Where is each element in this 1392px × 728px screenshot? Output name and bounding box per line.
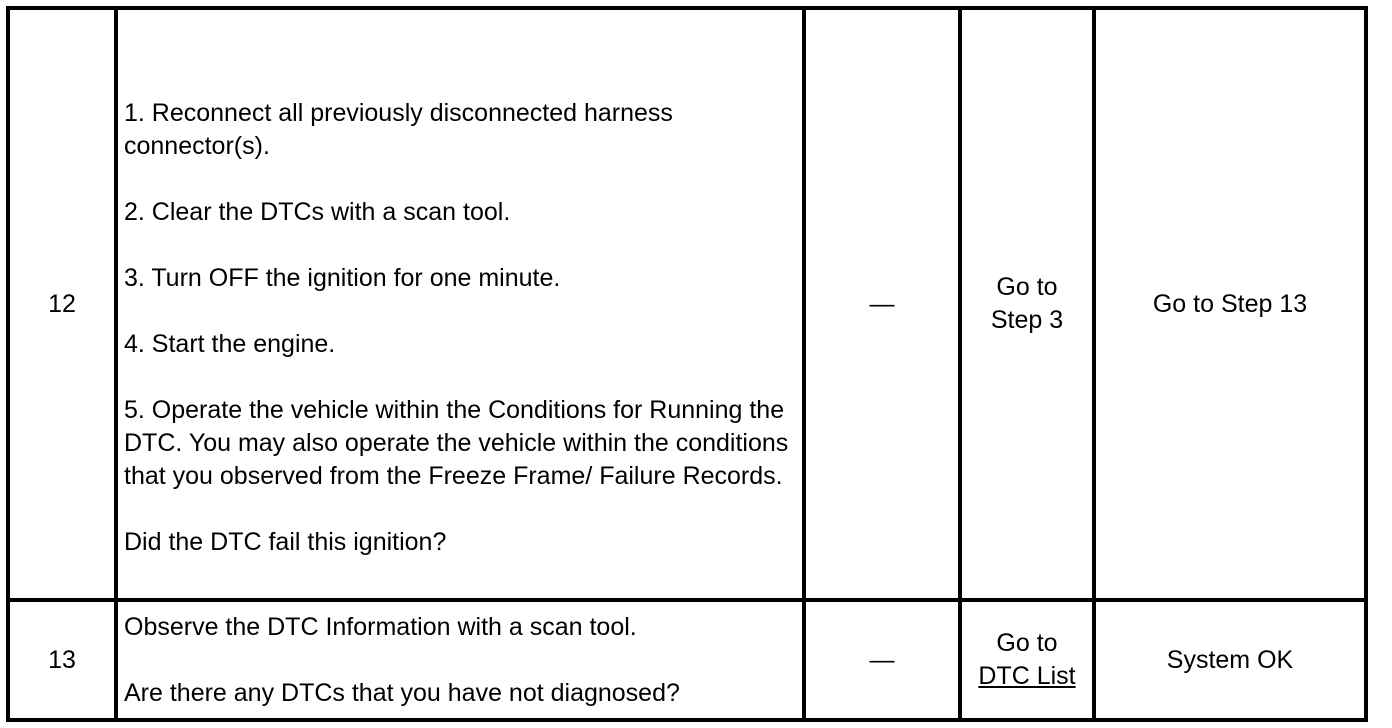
step-number: 13 (8, 600, 116, 720)
action-question: Are there any DTCs that you have not diagnosed? (124, 678, 680, 707)
action-step-1: 1. Reconnect all previously disconnected harness connector(s). (124, 98, 673, 160)
value-cell: — (804, 8, 960, 600)
yes-prefix: Go to (996, 629, 1058, 657)
no-cell: System OK (1094, 600, 1366, 720)
value-cell: — (804, 600, 960, 720)
step-number: 12 (8, 8, 116, 600)
no-cell: Go to Step 13 (1094, 8, 1366, 600)
action-question: Did the DTC fail this ignition? (124, 527, 447, 556)
action-cell (116, 600, 804, 720)
action-step-5: 5. Operate the vehicle within the Conditions for Running the DTC. You may also operate the vehicle within the conditions that you observed from the Freeze Frame/ Failure Records. (124, 395, 789, 490)
diagnostic-table (6, 6, 1368, 722)
action-step-4: 4. Start the engine. (124, 329, 336, 358)
action-cell (116, 8, 804, 600)
yes-cell: Go to Step 3 (960, 8, 1094, 600)
yes-cell (960, 600, 1094, 720)
action-step-3: 3. Turn OFF the ignition for one minute. (124, 263, 561, 292)
action-step-2: 2. Clear the DTCs with a scan tool. (124, 197, 511, 226)
table-row (8, 8, 1366, 600)
table-row (8, 600, 1366, 720)
dtc-list-link[interactable]: DTC List (978, 662, 1076, 690)
action-instruction: Observe the DTC Information with a scan tool. (124, 612, 637, 641)
